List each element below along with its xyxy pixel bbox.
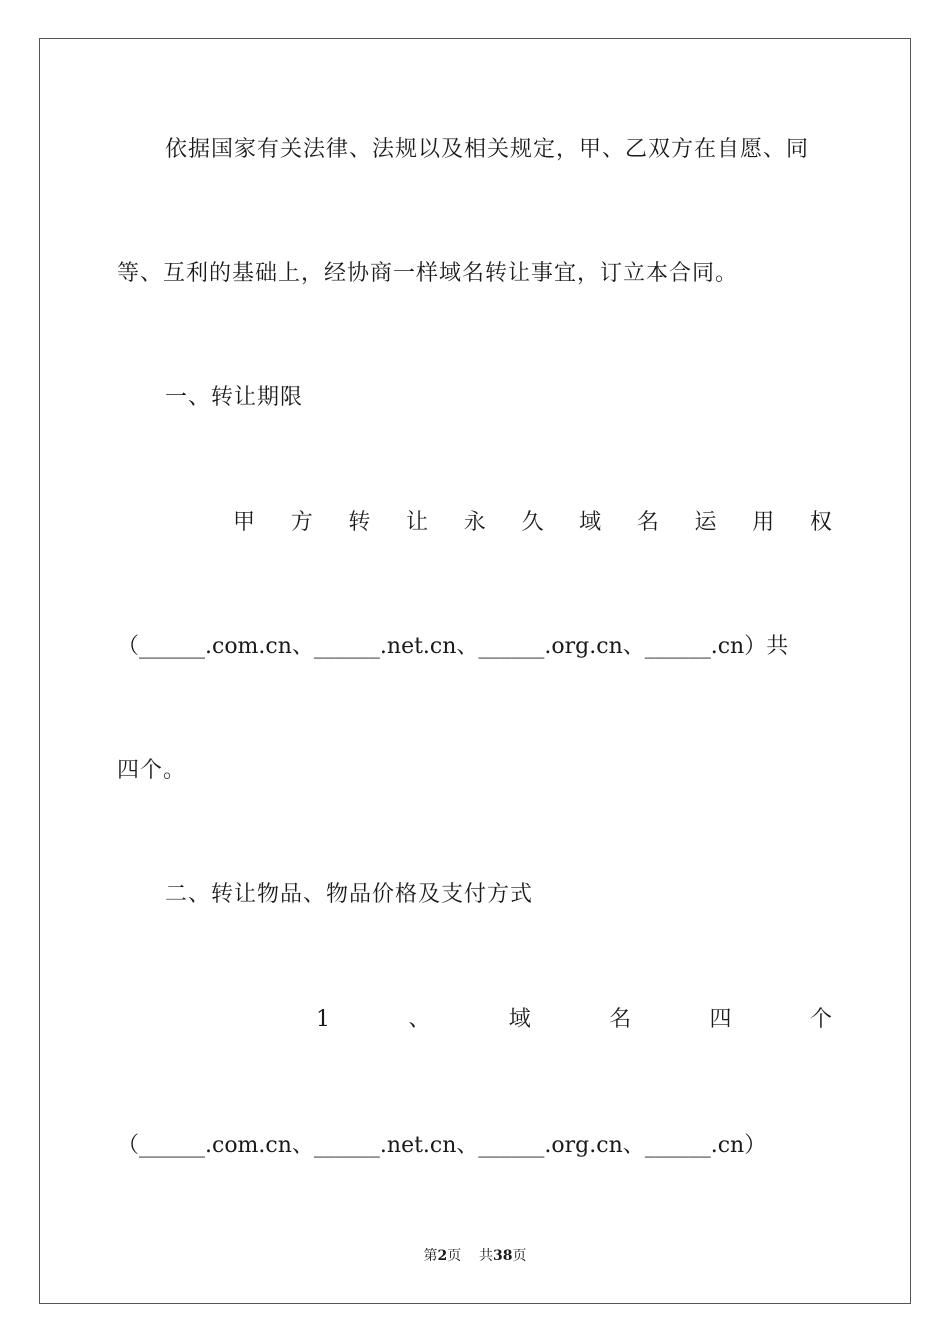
justified-line <box>233 508 833 538</box>
paragraph-line: 依据国家有关法律、法规以及相关规定，甲、乙双方在自愿、同 <box>165 137 810 162</box>
footer-total-prefix: 共 <box>479 1248 494 1264</box>
page-frame <box>39 38 911 1304</box>
justified-char: 四 <box>709 1007 733 1032</box>
justified-char: 运 <box>694 510 718 535</box>
justified-char: 让 <box>406 510 430 535</box>
page-footer <box>0 1247 950 1265</box>
justified-char: 方 <box>290 510 314 535</box>
justified-char: 权 <box>809 510 833 535</box>
justified-char: 名 <box>609 1007 633 1032</box>
justified-char: 、 <box>408 1007 432 1032</box>
justified-line <box>316 1005 833 1035</box>
footer-page-suffix: 页 <box>447 1248 462 1264</box>
justified-char: 1 <box>316 1007 331 1032</box>
justified-char: 域 <box>508 1007 532 1032</box>
justified-char: 名 <box>636 510 660 535</box>
justified-char: 永 <box>463 510 487 535</box>
justified-char: 用 <box>752 510 776 535</box>
justified-char: 转 <box>348 510 372 535</box>
paragraph-line: （______.com.cn、______.net.cn、______.org.cn、______.cn）共 <box>117 634 789 659</box>
justified-char: 久 <box>521 510 545 535</box>
paragraph-line: 四个。 <box>117 758 187 783</box>
section-heading: 一、转让期限 <box>165 385 304 410</box>
justified-char: 个 <box>809 1007 833 1032</box>
footer-total-suffix: 页 <box>512 1248 527 1264</box>
justified-char: 域 <box>579 510 603 535</box>
justified-char: 甲 <box>233 510 257 535</box>
footer-page-prefix: 第 <box>423 1248 438 1264</box>
footer-total-pages: 38 <box>493 1248 513 1264</box>
paragraph-line: （______.com.cn、______.net.cn、______.org.cn、______.cn） <box>117 1133 767 1158</box>
footer-page-number: 2 <box>437 1248 448 1264</box>
paragraph-line: 等、互利的基础上，经协商一样域名转让事宜，订立本合同。 <box>117 261 739 286</box>
section-heading: 二、转让物品、物品价格及支付方式 <box>165 882 534 907</box>
